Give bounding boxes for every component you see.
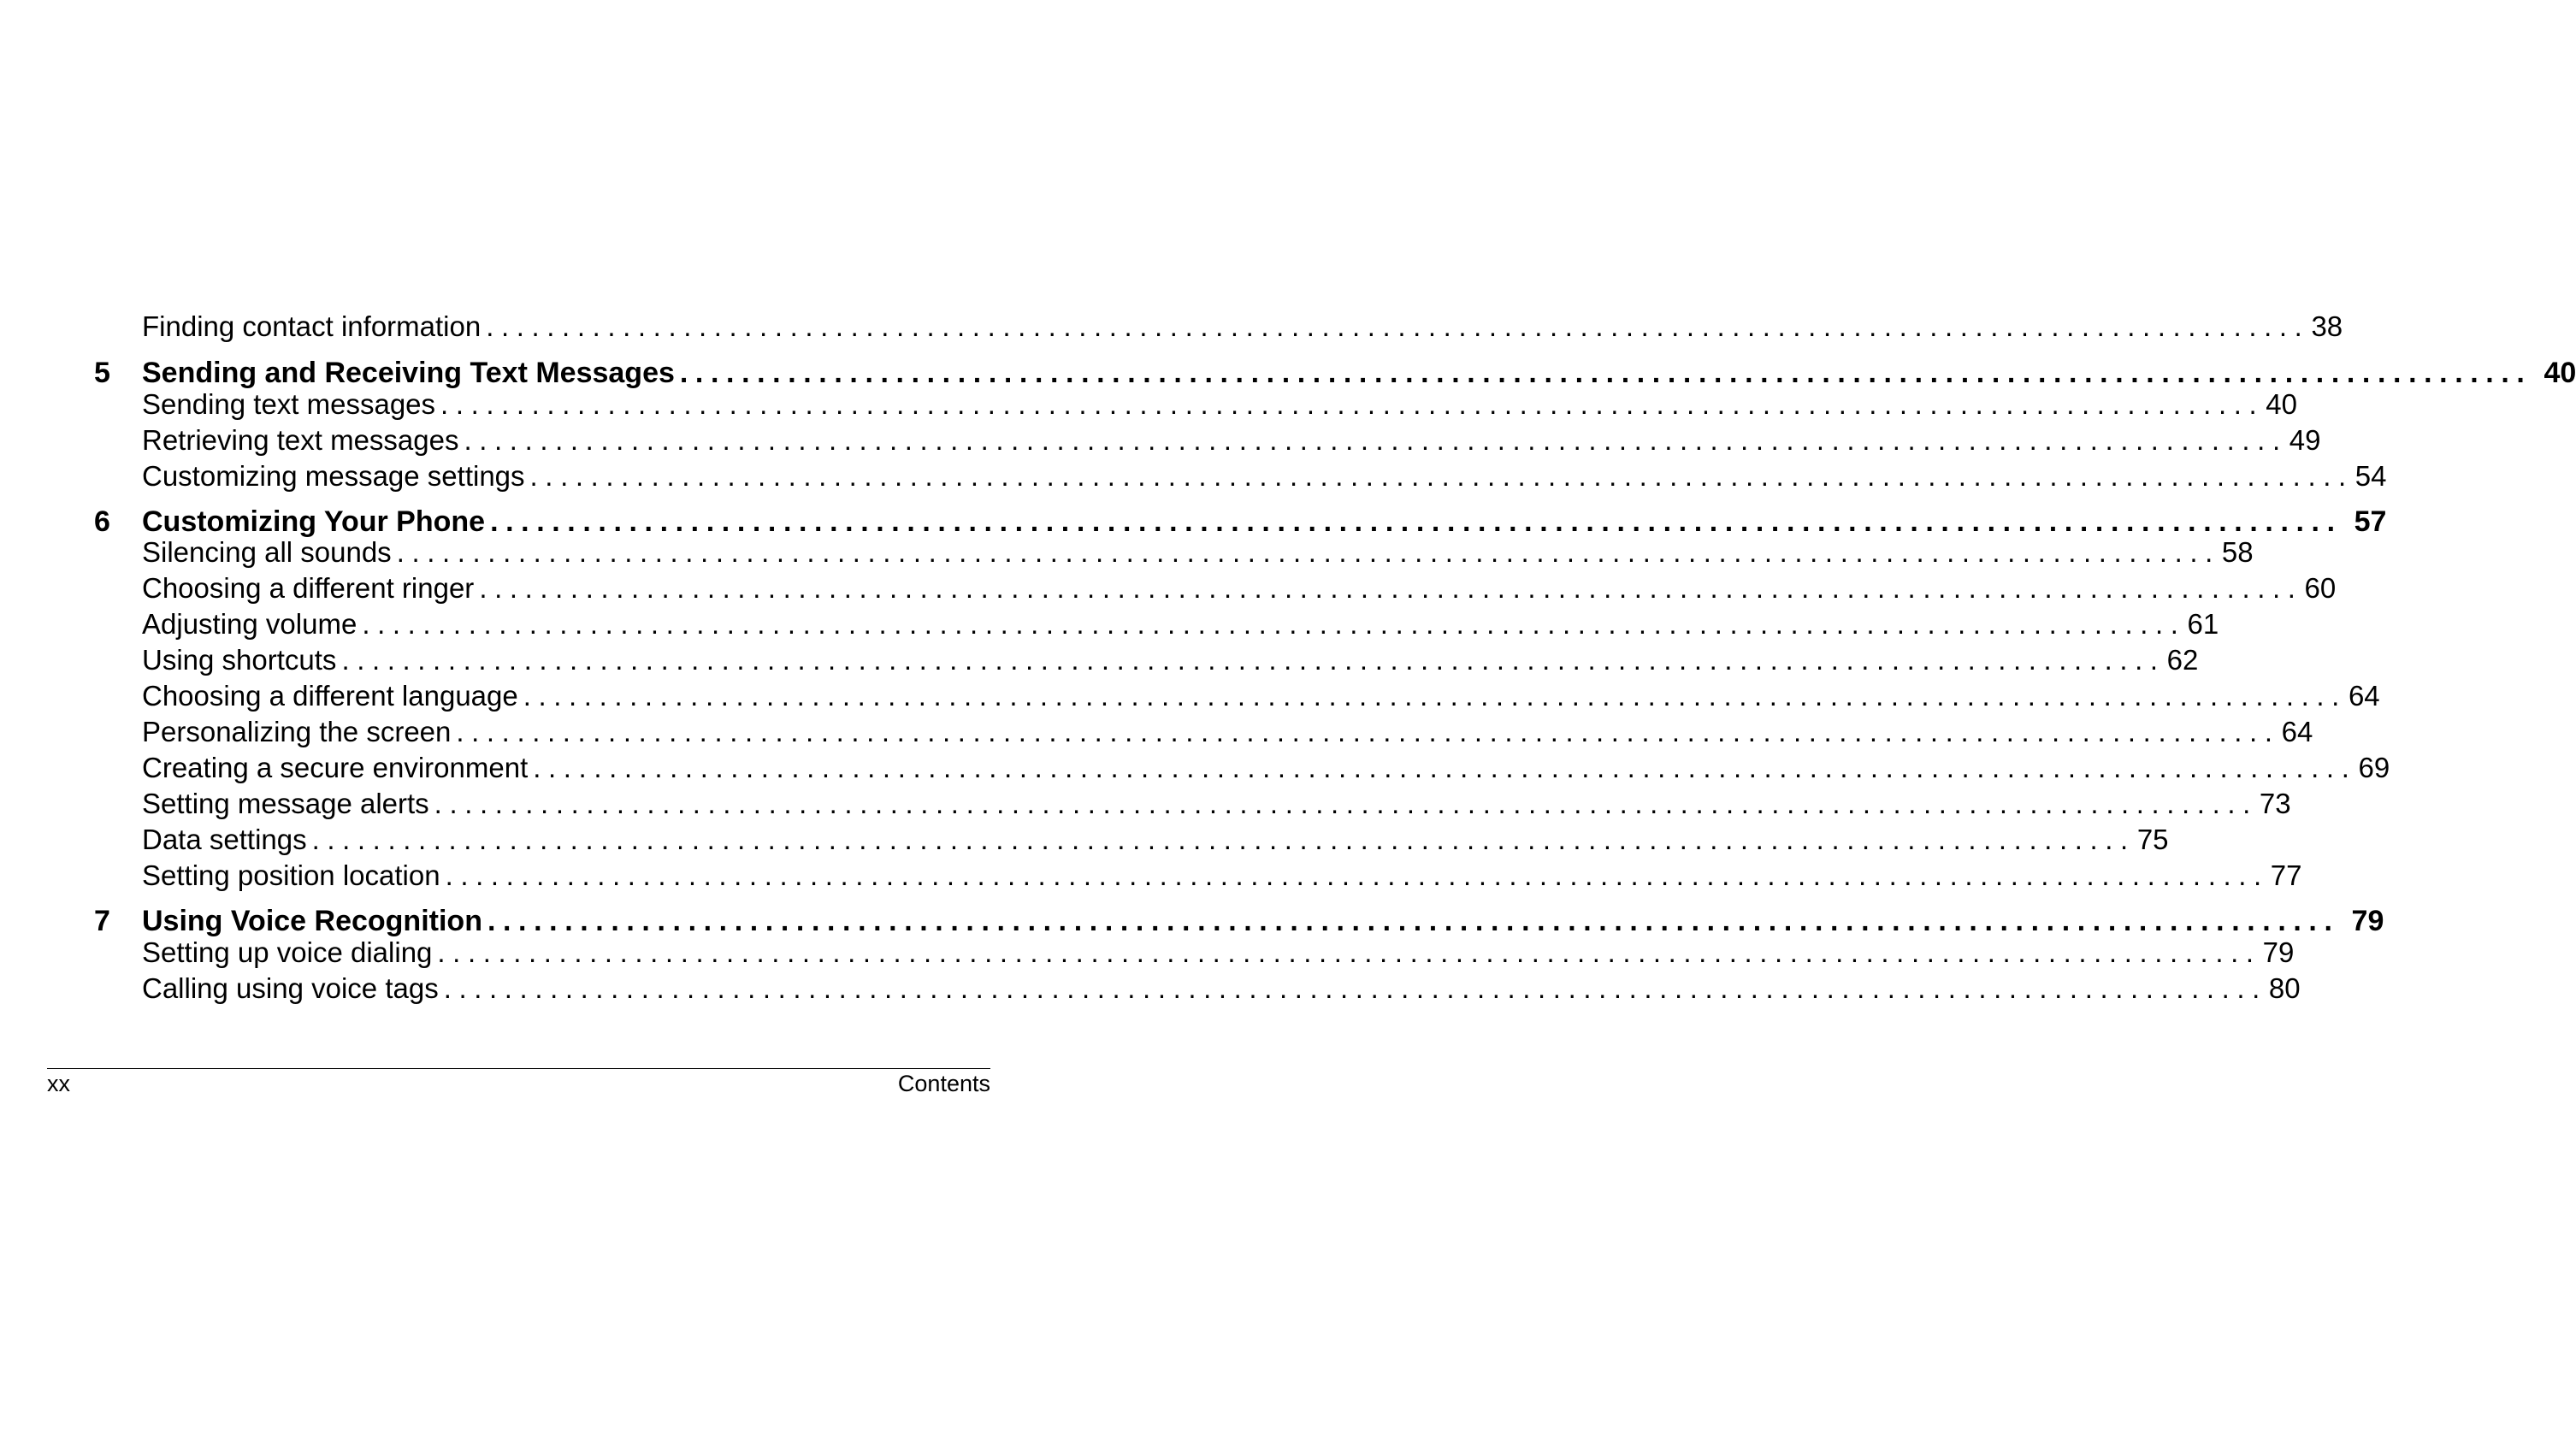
toc-section-entry[interactable] bbox=[142, 936, 2295, 970]
toc-section-entry[interactable] bbox=[142, 679, 2380, 713]
footer-page-number: xx bbox=[47, 1071, 70, 1096]
dot-leader: ........................................................................................................................ bbox=[487, 905, 2340, 937]
entry-page-number: 79 bbox=[2262, 936, 2295, 968]
toc-section-entry[interactable] bbox=[142, 310, 2343, 344]
dot-leader: ........................................................................................................................ bbox=[490, 505, 2343, 538]
dot-leader: ........................................................................................................................ bbox=[311, 824, 2136, 855]
toc-section-entry[interactable] bbox=[142, 535, 2254, 570]
toc-section-entry[interactable] bbox=[142, 859, 2302, 893]
entry-page-number: 49 bbox=[2289, 424, 2321, 456]
toc-chapter-entry[interactable] bbox=[94, 356, 2576, 390]
chapter-number: 7 bbox=[94, 905, 110, 937]
entry-page-number: 75 bbox=[2136, 824, 2169, 855]
entry-title: Using Voice Recognition bbox=[142, 905, 482, 937]
entry-title: Customizing message settings bbox=[142, 460, 525, 492]
entry-page-number: 60 bbox=[2304, 572, 2337, 604]
entry-page-number: 64 bbox=[2348, 680, 2380, 712]
dot-leader: ........................................................................................................................ bbox=[529, 460, 2354, 492]
dot-leader: ........................................................................................................................ bbox=[396, 536, 2220, 568]
toc-section-entry[interactable] bbox=[142, 751, 2390, 785]
footer-rule bbox=[47, 1068, 990, 1069]
entry-title: Data settings bbox=[142, 824, 307, 855]
entry-page-number: 40 bbox=[2544, 357, 2576, 389]
entry-title: Calling using voice tags bbox=[142, 972, 439, 1004]
entry-title: Sending and Receiving Text Messages bbox=[142, 357, 675, 389]
entry-page-number: 69 bbox=[2358, 752, 2390, 783]
toc-section-entry[interactable] bbox=[142, 607, 2219, 641]
entry-page-number: 40 bbox=[2266, 388, 2297, 420]
dot-leader: ........................................................................................................................ bbox=[362, 608, 2186, 640]
entry-page-number: 58 bbox=[2221, 536, 2254, 568]
dot-leader: ........................................................................................................................ bbox=[486, 310, 2310, 342]
entry-title: Choosing a different ringer bbox=[142, 572, 475, 604]
entry-title: Customizing Your Phone bbox=[142, 505, 486, 538]
dot-leader: ........................................................................................................................ bbox=[464, 424, 2288, 456]
dot-leader: ........................................................................................................................ bbox=[523, 680, 2347, 712]
entry-page-number: 61 bbox=[2187, 608, 2219, 640]
toc-section-entry[interactable] bbox=[142, 787, 2291, 821]
entry-title: Creating a secure environment bbox=[142, 752, 529, 783]
entry-title: Retrieving text messages bbox=[142, 424, 459, 456]
entry-title: Setting position location bbox=[142, 859, 440, 891]
entry-page-number: 73 bbox=[2259, 788, 2291, 819]
entry-page-number: 54 bbox=[2354, 460, 2387, 492]
entry-title: Finding contact information bbox=[142, 310, 482, 342]
toc-section-entry[interactable] bbox=[142, 823, 2169, 857]
toc-section-entry[interactable] bbox=[142, 643, 2199, 677]
toc-section-entry[interactable] bbox=[142, 459, 2387, 493]
entry-title: Setting message alerts bbox=[142, 788, 429, 819]
dot-leader: ........................................................................................................................ bbox=[679, 357, 2532, 389]
dot-leader: ........................................................................................................................ bbox=[434, 788, 2258, 819]
footer-section-name: Contents bbox=[897, 1071, 990, 1096]
dot-leader: ........................................................................................................................ bbox=[443, 972, 2267, 1004]
toc-section-entry[interactable] bbox=[142, 571, 2337, 605]
dot-leader: ........................................................................................................................ bbox=[445, 859, 2269, 891]
toc-section-entry[interactable] bbox=[142, 387, 2297, 422]
toc-chapter-entry[interactable] bbox=[94, 505, 2387, 539]
dot-leader: ........................................................................................................................ bbox=[437, 936, 2261, 968]
dot-leader: ........................................................................................................................ bbox=[479, 572, 2303, 604]
entry-title: Adjusting volume bbox=[142, 608, 357, 640]
entry-title: Silencing all sounds bbox=[142, 536, 392, 568]
entry-title: Personalizing the screen bbox=[142, 716, 452, 747]
dot-leader: ........................................................................................................................ bbox=[456, 716, 2280, 747]
chapter-number: 6 bbox=[94, 505, 110, 538]
dot-leader: ........................................................................................................................ bbox=[440, 388, 2265, 420]
entry-page-number: 62 bbox=[2166, 644, 2199, 676]
entry-page-number: 57 bbox=[2354, 505, 2387, 538]
entry-page-number: 80 bbox=[2268, 972, 2301, 1004]
entry-title: Setting up voice dialing bbox=[142, 936, 433, 968]
chapter-number: 5 bbox=[94, 357, 110, 389]
entry-page-number: 77 bbox=[2270, 859, 2302, 891]
entry-page-number: 79 bbox=[2351, 905, 2384, 937]
toc-section-entry[interactable] bbox=[142, 423, 2321, 458]
dot-leader: ........................................................................................................................ bbox=[341, 644, 2165, 676]
toc-section-entry[interactable] bbox=[142, 715, 2313, 749]
entry-title: Choosing a different language bbox=[142, 680, 518, 712]
dot-leader: ........................................................................................................................ bbox=[533, 752, 2357, 783]
toc-chapter-entry[interactable] bbox=[94, 904, 2384, 938]
entry-title: Sending text messages bbox=[142, 388, 436, 420]
entry-title: Using shortcuts bbox=[142, 644, 337, 676]
toc-section-entry[interactable] bbox=[142, 971, 2301, 1006]
entry-page-number: 64 bbox=[2281, 716, 2313, 747]
entry-page-number: 38 bbox=[2311, 310, 2343, 342]
